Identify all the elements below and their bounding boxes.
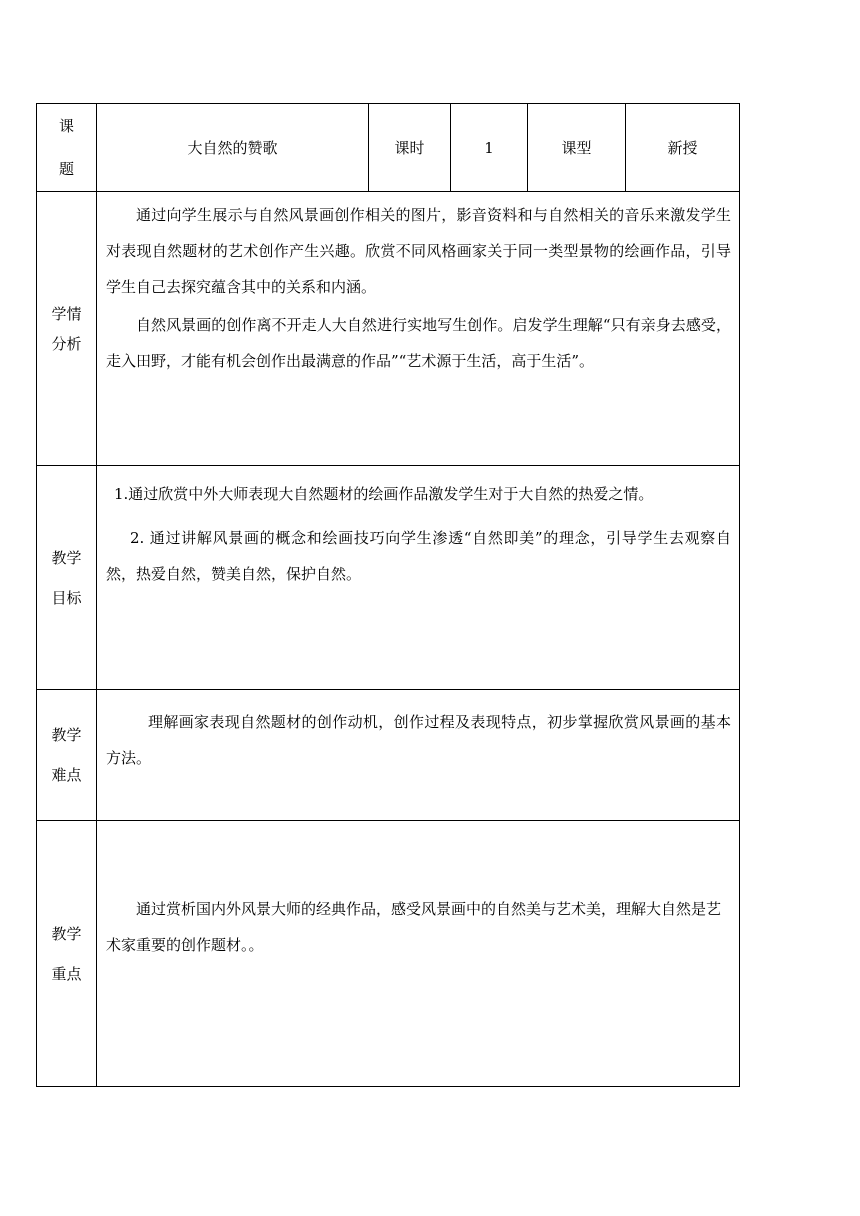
topic-label-line2: 题 <box>58 160 74 178</box>
teaching-focus-label-line1: 教学 <box>51 924 82 943</box>
teaching-focus-content <box>97 821 740 1087</box>
teaching-difficulty-label-cell <box>37 690 97 821</box>
teaching-focus-label-line2: 重点 <box>51 964 82 983</box>
lesson-plan-table <box>36 103 740 1087</box>
period-label: 课时 <box>369 104 451 192</box>
type-value: 新授 <box>626 104 740 192</box>
teaching-difficulty-text: 理解画家表现自然题材的创作动机，创作过程及表现特点，初步掌握欣赏风景画的基本方法。 <box>106 713 731 767</box>
type-label: 课型 <box>528 104 626 192</box>
learning-analysis-para2: 自然风景画的创作离不开走人大自然进行实地写生创作。启发学生理解“只有亲身去感受，走入田野，才能有机会创作出最满意的作品”“艺术源于生活，高于生活”。 <box>106 316 731 370</box>
teaching-difficulty-row <box>37 690 740 821</box>
topic-value: 大自然的赞歌 <box>97 104 369 192</box>
teaching-difficulty-label-line2: 难点 <box>51 766 82 784</box>
topic-label-cell <box>37 104 97 192</box>
teaching-focus-label-cell <box>37 821 97 1087</box>
learning-analysis-content <box>97 192 740 466</box>
teaching-focus-text: 通过赏析国内外风景大师的经典作品，感受风景画中的自然美与艺术美，理解大自然是艺术家重要的创作题材。。 <box>106 900 722 954</box>
teaching-goal-item-2: 2. 通过讲解风景画的概念和绘画技巧向学生渗透“自然即美”的理念，引导学生去观察自然，热爱自然，赞美自然，保护自然。 <box>106 529 731 583</box>
teaching-goals-row <box>37 466 740 690</box>
learning-analysis-para1: 通过向学生展示与自然风景画创作相关的图片，影音资料和与自然相关的音乐来激发学生对表现自然题材的艺术创作产生兴趣。欣赏不同风格画家关于同一类型景物的绘画作品，引导学生自己去探究蕴含其中的关系和内涵。 <box>106 206 731 296</box>
teaching-difficulty-content <box>97 690 740 821</box>
learning-analysis-label-cell <box>37 192 97 466</box>
learning-analysis-row <box>37 192 740 466</box>
teaching-difficulty-label-line1: 教学 <box>51 726 82 744</box>
teaching-goals-label-line1: 教学 <box>51 548 82 567</box>
period-value: 1 <box>451 104 528 192</box>
teaching-goals-label-cell <box>37 466 97 690</box>
teaching-focus-row <box>37 821 740 1087</box>
teaching-goals-label-line2: 目标 <box>51 588 82 607</box>
teaching-goal-item-1: 1.通过欣赏中外大师表现大自然题材的绘画作品激发学生对于大自然的热爱之情。 <box>114 485 654 503</box>
learning-analysis-label-line2: 分析 <box>51 334 82 353</box>
header-row <box>37 104 740 192</box>
teaching-goals-content <box>97 466 740 690</box>
learning-analysis-label-line1: 学情 <box>51 304 82 323</box>
topic-label-line1: 课 <box>58 117 74 135</box>
